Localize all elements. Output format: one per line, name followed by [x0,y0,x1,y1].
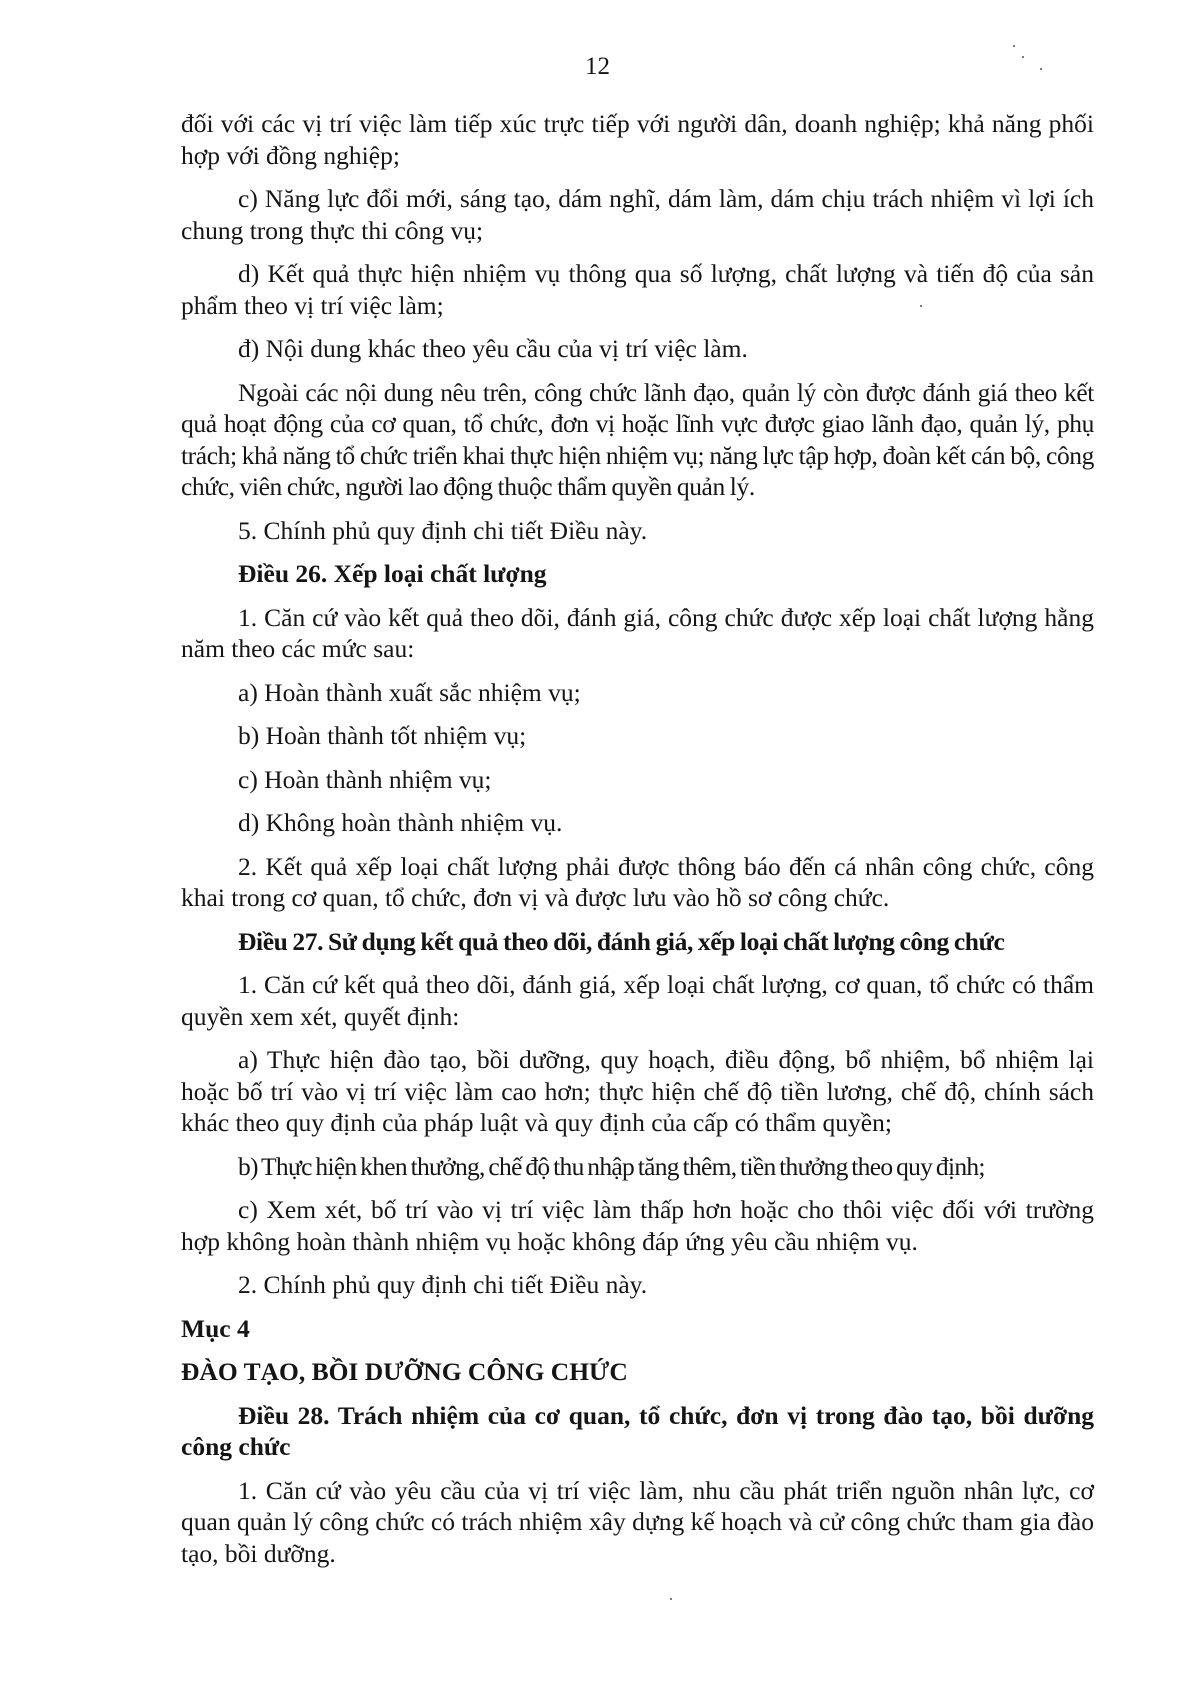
section-label: Mục 4 [181,1313,250,1343]
paragraph-level-d: d) Không hoàn thành nhiệm vụ. [238,808,563,837]
paragraph-clause-1: 1. Căn cứ vào kết quả theo dõi, đánh giá, công chức được xếp loại chất lượng hằng năm theo các mức sau: [181,602,1094,663]
paragraph-clause-2: 2. Kết quả xếp loại chất lượng phải được thông báo đến cá nhân công chức, công khai trong cơ quan, tổ chức, đơn vị và được lưu vào hồ sơ công chức. [181,851,1094,912]
paragraph-clause-1: 1. Căn cứ vào yêu cầu của vị trí việc làm, nhu cầu phát triển nguồn nhân lực, cơ quan quản lý công chức có trách nhiệm xây dựng kế hoạch và cử công chức tham gia đào tạo, bồi dưỡng. [181,1475,1094,1568]
section-name: ĐÀO TẠO, BỒI DƯỠNG CÔNG CHỨC [181,1357,628,1386]
scan-speck [1022,56,1024,58]
scan-speck [920,305,922,307]
paragraph-level-c: c) Hoàn thành nhiệm vụ; [238,764,492,794]
paragraph-clause-2: 2. Chính phủ quy định chi tiết Điều này. [238,1270,648,1299]
paragraph-level-a: a) Hoàn thành xuất sắc nhiệm vụ; [238,677,581,707]
paragraph-clause-1: 1. Căn cứ kết quả theo dõi, đánh giá, xếp loại chất lượng, cơ quan, tổ chức có thẩm quyền xem xét, quyết định: [181,970,1094,1031]
scan-speck [1013,45,1015,47]
paragraph-use-a: a) Thực hiện đào tạo, bồi dưỡng, quy hoạch, điều động, bổ nhiệm, bổ nhiệm lại hoặc bố trí vào vị trí việc làm cao hơn; thực hiện chế độ tiền lương, chế độ, chính sách khác theo quy định của pháp luật và quy định của cấp có thẩm quyền; [181,1045,1094,1137]
scan-speck [1040,68,1042,70]
article-28-heading: Điều 28. Trách nhiệm của cơ quan, tổ chức, đơn vị trong đào tạo, bồi dưỡng công chức [181,1400,1094,1461]
paragraph-use-b: b) Thực hiện khen thưởng, chế độ thu nhập tăng thêm, tiền thưởng theo quy định; [238,1151,985,1181]
paragraph-item-c: c) Năng lực đổi mới, sáng tạo, dám nghĩ, dám làm, dám chịu trách nhiệm vì lợi ích chung trong thực thi công vụ; [181,184,1094,245]
article-26-heading: Điều 26. Xếp loại chất lượng [238,559,547,588]
paragraph-item-dd: đ) Nội dung khác theo yêu cầu của vị trí việc làm. [238,334,748,363]
paragraph-leadership-evaluation: Ngoài các nội dung nêu trên, công chức lãnh đạo, quản lý còn được đánh giá theo kết quả hoạt động của cơ quan, tổ chức, đơn vị hoặc lĩnh vực được giao lãnh đạo, quản lý, phụ trách; khả năng tổ chức triển khai thực hiện nhiệm vụ; năng lực tập hợp, đoàn kết cán bộ, công chức, viên chức, người lao động thuộc thẩm quyền quản lý. [181,377,1094,501]
paragraph-continuation: đối với các vị trí việc làm tiếp xúc trực tiếp với người dân, doanh nghiệp; khả năng phối hợp với đồng nghiệp; [181,109,1094,170]
scan-speck [670,1598,672,1600]
paragraph-item-d: d) Kết quả thực hiện nhiệm vụ thông qua số lượng, chất lượng và tiến độ của sản phẩm theo vị trí việc làm; [181,259,1094,320]
page-number: 12 [585,53,610,80]
document-body [181,108,1094,1581]
article-27-heading: Điều 27. Sử dụng kết quả theo dõi, đánh giá, xếp loại chất lượng công chức [238,926,1005,956]
paragraph-level-b: b) Hoàn thành tốt nhiệm vụ; [238,721,527,750]
paragraph-clause-5: 5. Chính phủ quy định chi tiết Điều này. [238,515,648,545]
paragraph-use-c: c) Xem xét, bố trí vào vị trí việc làm thấp hơn hoặc cho thôi việc đối với trường hợp không hoàn thành nhiệm vụ hoặc không đáp ứng yêu cầu nhiệm vụ. [181,1195,1094,1256]
